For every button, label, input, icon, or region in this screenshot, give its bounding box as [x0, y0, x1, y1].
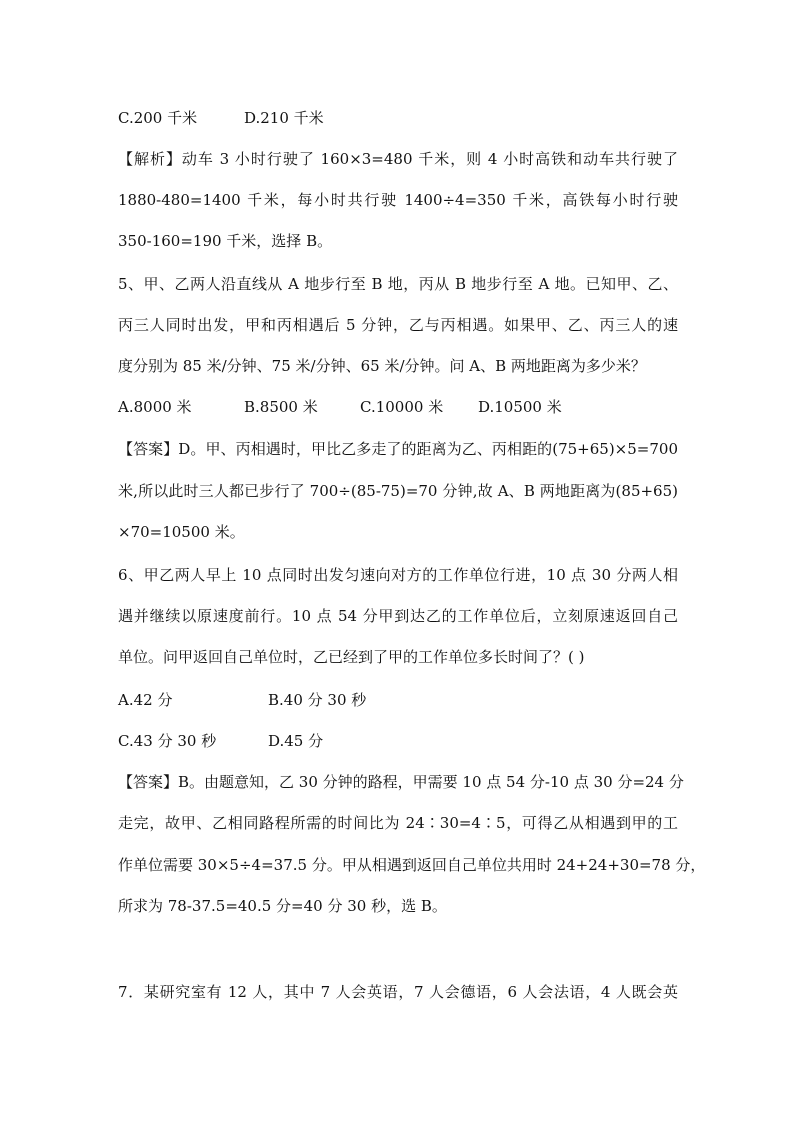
q6-answer-line-2: 走完，故甲、乙相同路程所需的时间比为 24∶30=4∶5，可得乙从相遇到甲的工: [118, 814, 678, 832]
q5-stem-line-3: 度分别为 85 米/分钟、75 米/分钟、65 米/分钟。问 A、B 两地距离为多少米？: [118, 357, 646, 375]
q4-option-c: C.200 千米: [118, 109, 198, 127]
q6-option-b: B.40 分 30 秒: [268, 691, 367, 709]
q6-stem-line-1: 6、甲乙两人早上 10 点同时出发匀速向对方的工作单位行进，10 点 30 分两人相: [118, 566, 678, 584]
q4-analysis-line-3: 350-160=190 千米，选择 B。: [118, 232, 333, 250]
q5-answer-line-1: 【答案】D。甲、丙相遇时，甲比乙多走了的距离为乙、丙相距的(75+65)×5=700: [118, 440, 678, 458]
q5-option-c: C.10000 米: [360, 398, 444, 416]
q7-stem-line-1: 7．某研究室有 12 人，其中 7 人会英语，7 人会德语，6 人会法语，4 人既会英: [118, 983, 678, 1001]
q6-answer-line-3: 作单位需要 30×5÷4=37.5 分。甲从相遇到返回自己单位共用时 24+24+30=78 分，: [118, 856, 706, 874]
q5-answer-line-3: ×70=10500 米。: [118, 523, 245, 541]
q4-analysis-line-1: 【解析】动车 3 小时行驶了 160×3=480 千米，则 4 小时高铁和动车共行驶了: [118, 150, 678, 168]
q5-option-d: D.10500 米: [478, 398, 562, 416]
q5-options: [118, 397, 678, 417]
q6-options-ab: [118, 690, 678, 710]
q4-options-cd: [118, 108, 678, 128]
q5-option-a: A.8000 米: [118, 398, 192, 416]
q5-stem-line-1: 5、甲、乙两人沿直线从 A 地步行至 B 地，丙从 B 地步行至 A 地。已知甲、乙、: [118, 275, 678, 293]
q5-stem-line-2: 丙三人同时出发，甲和丙相遇后 5 分钟，乙与丙相遇。如果甲、乙、丙三人的速: [118, 316, 678, 334]
q5-answer-line-2: 米,所以此时三人都已步行了 700÷(85-75)=70 分钟,故 A、B 两地距离为(85+65): [118, 482, 678, 500]
q6-option-d: D.45 分: [268, 732, 324, 750]
q4-option-d: D.210 千米: [244, 109, 324, 127]
q6-option-c: C.43 分 30 秒: [118, 732, 217, 750]
q6-answer-line-4: 所求为 78-37.5=40.5 分=40 分 30 秒，选 B。: [118, 897, 447, 915]
q6-answer-line-1: 【答案】B。由题意知，乙 30 分钟的路程，甲需要 10 点 54 分-10 点 30 分=24 分: [118, 773, 684, 791]
q6-options-cd: [118, 731, 678, 751]
q6-option-a: A.42 分: [118, 691, 173, 709]
q5-option-b: B.8500 米: [244, 398, 318, 416]
q4-analysis-line-2: 1880-480=1400 千米，每小时共行驶 1400÷4=350 千米，高铁每小时行驶: [118, 191, 678, 209]
q6-stem-line-3: 单位。问甲返回自己单位时，乙已经到了甲的工作单位多长时间了？( ): [118, 648, 585, 666]
q6-stem-line-2: 遇并继续以原速度前行。10 点 54 分甲到达乙的工作单位后，立刻原速返回自己: [118, 607, 678, 625]
